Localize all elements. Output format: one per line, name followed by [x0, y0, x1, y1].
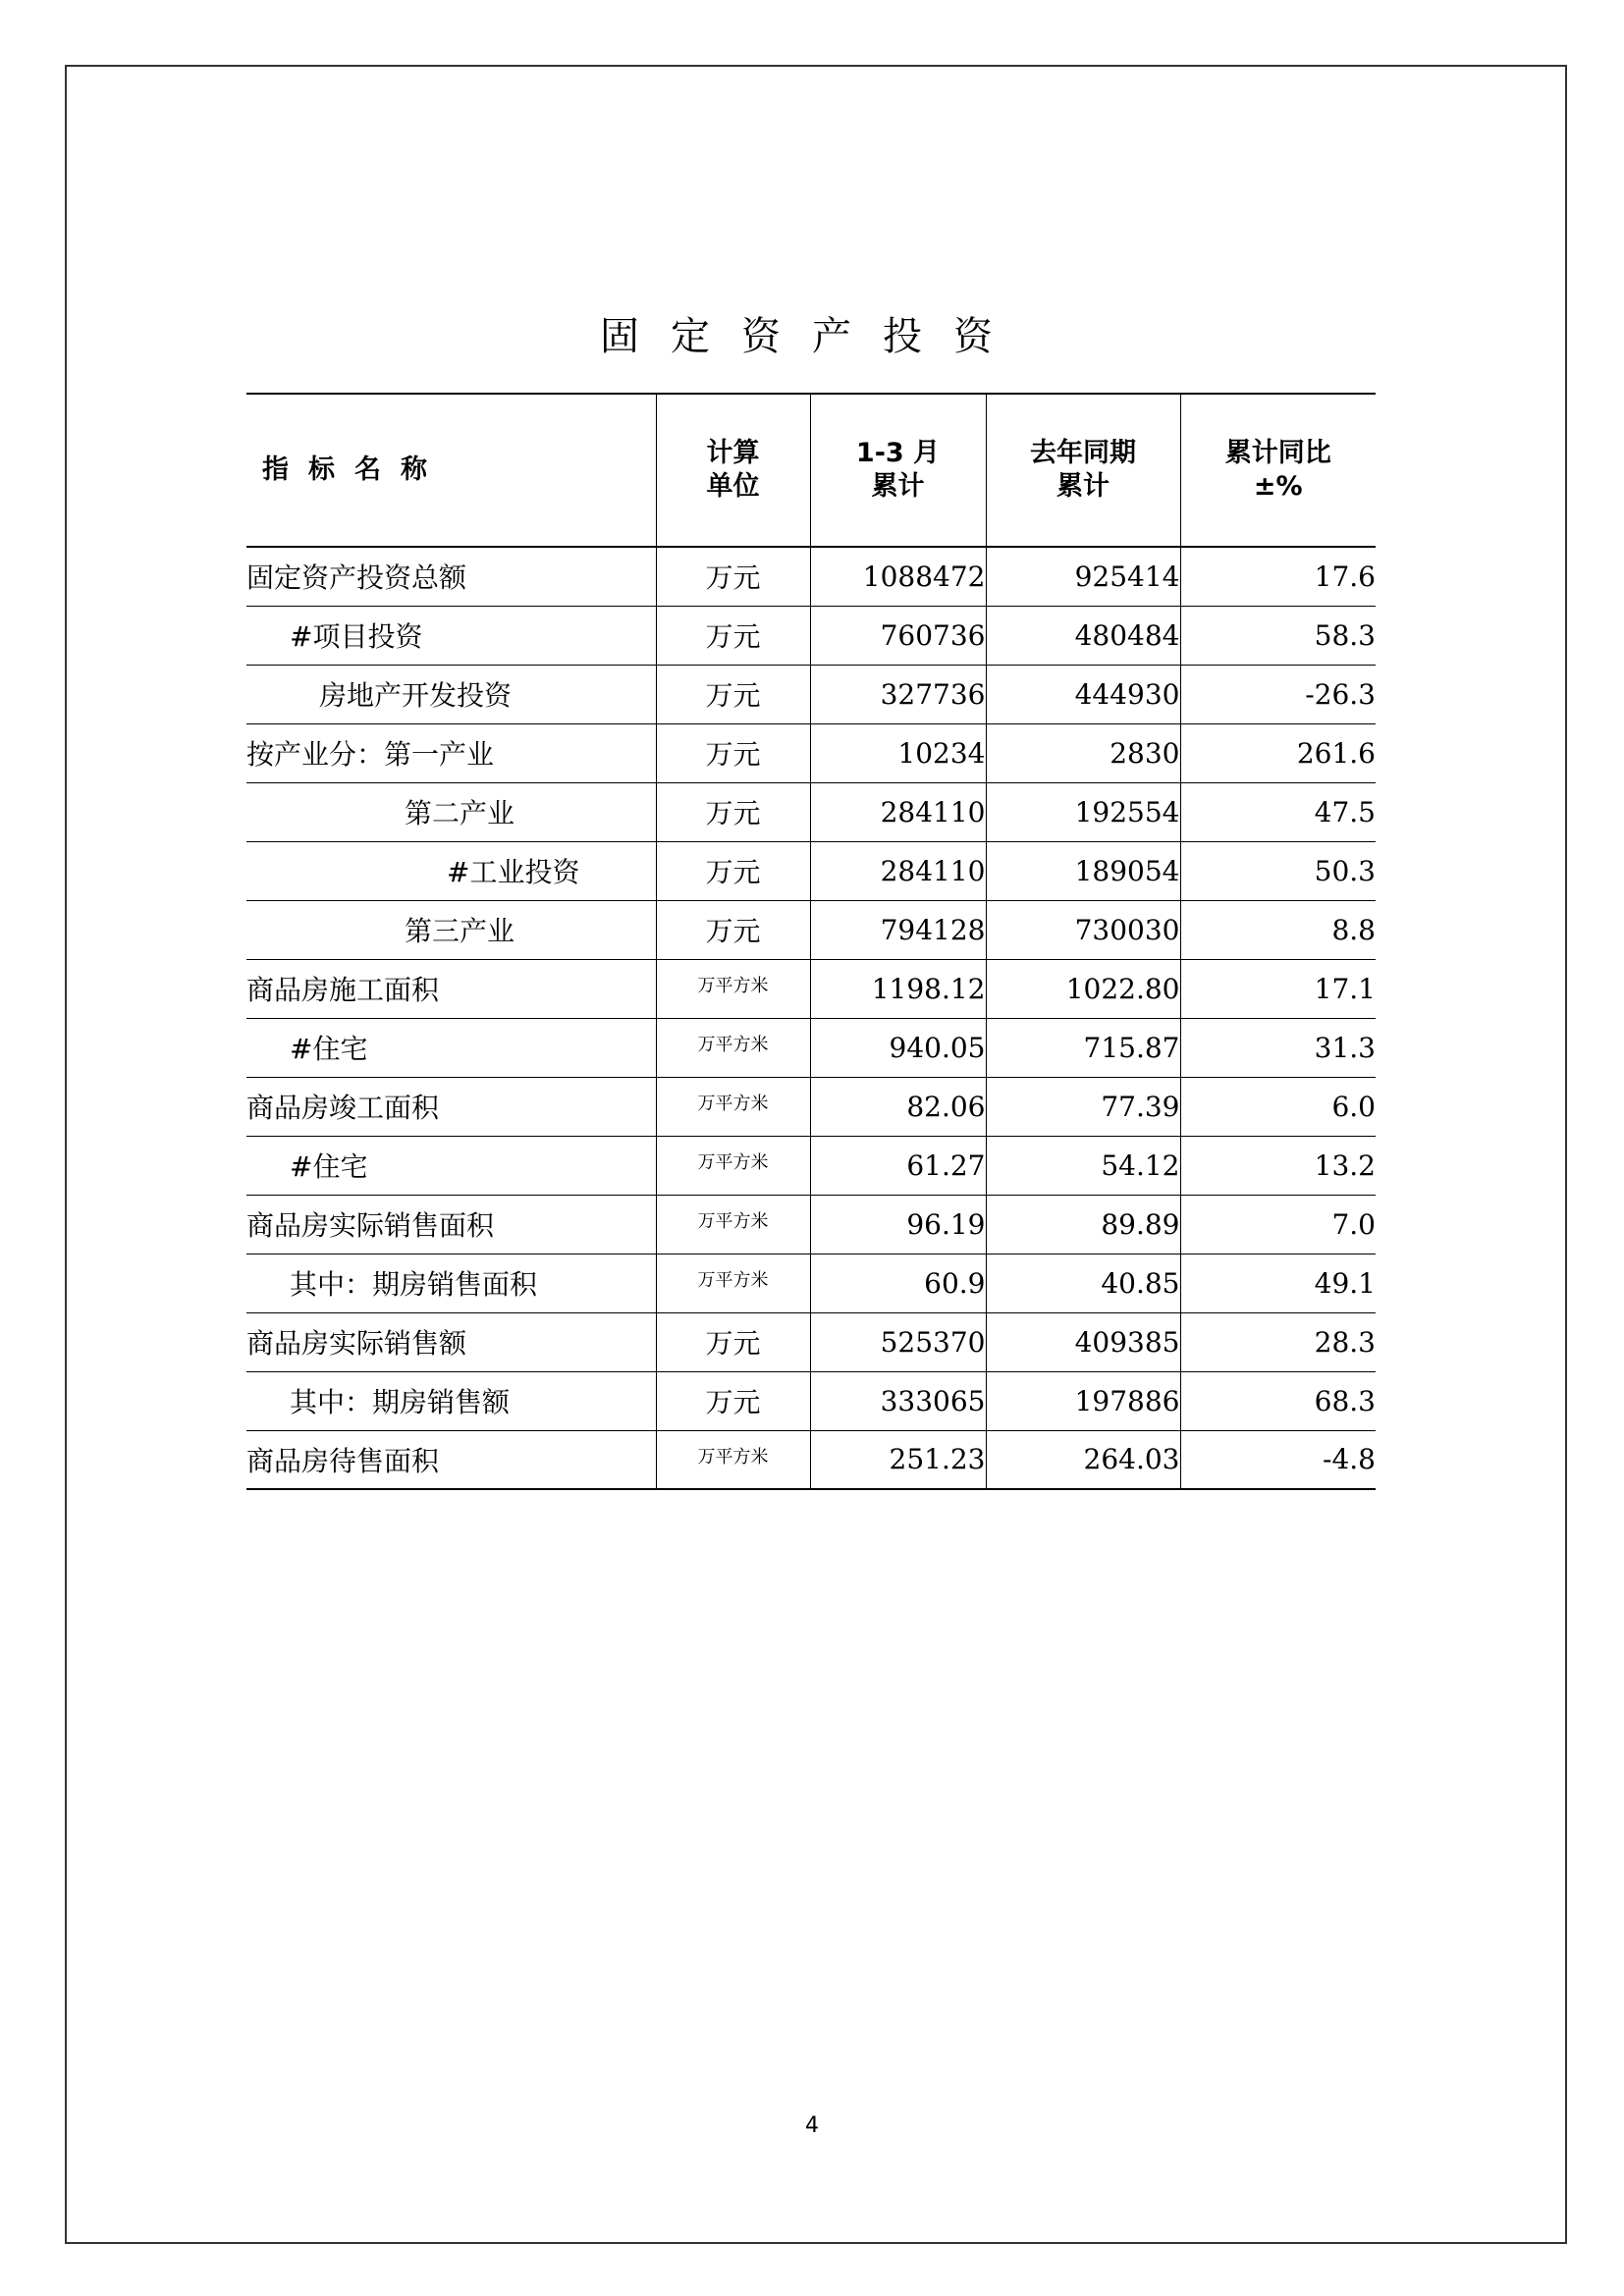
row-label: #工业投资 [447, 856, 580, 888]
table-row [246, 1312, 1376, 1371]
header-yoy [1180, 394, 1376, 547]
row-label: 第二产业 [405, 797, 515, 829]
table-row [246, 1430, 1376, 1489]
row-yoy: 49.1 [1180, 1254, 1376, 1312]
row-current: 61.27 [810, 1136, 986, 1195]
row-yoy: 13.2 [1180, 1136, 1376, 1195]
row-yoy: 17.6 [1180, 547, 1376, 606]
row-yoy: 6.0 [1180, 1077, 1376, 1136]
row-current: 284110 [810, 782, 986, 841]
row-previous: 2830 [986, 723, 1180, 782]
row-label: #住宅 [290, 1150, 368, 1183]
row-current: 327736 [810, 665, 986, 723]
table-row [246, 900, 1376, 959]
row-previous: 925414 [986, 547, 1180, 606]
row-current: 284110 [810, 841, 986, 900]
row-current: 794128 [810, 900, 986, 959]
row-current: 1088472 [810, 547, 986, 606]
header-indicator-name: 指标名称 [262, 454, 447, 485]
row-label: 商品房实际销售面积 [246, 1209, 495, 1242]
row-unit: 万元 [656, 900, 810, 959]
row-label: 第三产业 [405, 915, 515, 947]
page-number: 4 [805, 2113, 819, 2138]
row-label: 商品房待售面积 [246, 1444, 440, 1477]
table-row [246, 723, 1376, 782]
table-row [246, 1018, 1376, 1077]
row-yoy: 8.8 [1180, 900, 1376, 959]
table-row [246, 1254, 1376, 1312]
table-row [246, 841, 1376, 900]
row-label: 其中：期房销售额 [290, 1386, 511, 1418]
row-current: 1198.12 [810, 959, 986, 1018]
row-unit: 万元 [656, 782, 810, 841]
row-unit: 万平方米 [656, 1077, 810, 1136]
table-row [246, 1371, 1376, 1430]
statistics-table [246, 393, 1376, 1490]
row-label: #住宅 [290, 1033, 368, 1065]
row-previous: 730030 [986, 900, 1180, 959]
row-current: 760736 [810, 606, 986, 665]
header-unit-line2: 单位 [706, 471, 760, 502]
row-label: 商品房实际销售额 [246, 1327, 467, 1360]
row-previous: 89.89 [986, 1195, 1180, 1254]
row-previous: 192554 [986, 782, 1180, 841]
row-yoy: 50.3 [1180, 841, 1376, 900]
row-previous: 409385 [986, 1312, 1180, 1371]
header-current-line1: 1-3 月 [855, 438, 941, 468]
header-previous-line1: 去年同期 [1030, 438, 1136, 468]
row-unit: 万元 [656, 665, 810, 723]
header-unit [656, 394, 810, 547]
row-previous: 54.12 [986, 1136, 1180, 1195]
row-yoy: 7.0 [1180, 1195, 1376, 1254]
row-previous: 264.03 [986, 1430, 1180, 1489]
table-row [246, 547, 1376, 606]
row-unit: 万平方米 [656, 1430, 810, 1489]
row-unit: 万元 [656, 547, 810, 606]
row-yoy: 58.3 [1180, 606, 1376, 665]
table-row [246, 782, 1376, 841]
header-current-line2: 累计 [871, 471, 925, 502]
row-current: 525370 [810, 1312, 986, 1371]
row-current: 82.06 [810, 1077, 986, 1136]
row-previous: 189054 [986, 841, 1180, 900]
row-previous: 77.39 [986, 1077, 1180, 1136]
table-row [246, 1195, 1376, 1254]
row-yoy: 68.3 [1180, 1371, 1376, 1430]
row-label: 其中：期房销售面积 [290, 1268, 538, 1301]
row-yoy: 31.3 [1180, 1018, 1376, 1077]
header-unit-line1: 计算 [706, 438, 760, 468]
row-yoy: 17.1 [1180, 959, 1376, 1018]
row-label: 商品房竣工面积 [246, 1092, 440, 1124]
row-previous: 1022.80 [986, 959, 1180, 1018]
row-label: 房地产开发投资 [319, 679, 513, 712]
row-label: #项目投资 [290, 620, 423, 653]
row-current: 60.9 [810, 1254, 986, 1312]
row-yoy: -4.8 [1180, 1430, 1376, 1489]
row-previous: 444930 [986, 665, 1180, 723]
row-unit: 万元 [656, 1371, 810, 1430]
row-current: 940.05 [810, 1018, 986, 1077]
header-previous [986, 394, 1180, 547]
row-yoy: 261.6 [1180, 723, 1376, 782]
table-header-row [246, 394, 1376, 547]
row-previous: 715.87 [986, 1018, 1180, 1077]
row-yoy: 47.5 [1180, 782, 1376, 841]
row-label: 商品房施工面积 [246, 974, 440, 1006]
row-unit: 万平方米 [656, 1254, 810, 1312]
row-current: 251.23 [810, 1430, 986, 1489]
row-yoy: -26.3 [1180, 665, 1376, 723]
header-yoy-line1: 累计同比 [1224, 438, 1331, 468]
row-unit: 万元 [656, 723, 810, 782]
table-row [246, 606, 1376, 665]
row-unit: 万元 [656, 606, 810, 665]
row-current: 10234 [810, 723, 986, 782]
row-current: 333065 [810, 1371, 986, 1430]
row-yoy: 28.3 [1180, 1312, 1376, 1371]
page-title: 固定资产投资 [600, 314, 1024, 359]
row-label: 按产业分：第一产业 [246, 738, 495, 771]
row-unit: 万平方米 [656, 1018, 810, 1077]
table-row [246, 959, 1376, 1018]
header-previous-line2: 累计 [1056, 471, 1110, 502]
row-previous: 197886 [986, 1371, 1180, 1430]
row-unit: 万平方米 [656, 1136, 810, 1195]
row-label: 固定资产投资总额 [246, 561, 467, 595]
table-row [246, 665, 1376, 723]
row-previous: 480484 [986, 606, 1180, 665]
row-previous: 40.85 [986, 1254, 1180, 1312]
table-row [246, 1136, 1376, 1195]
row-current: 96.19 [810, 1195, 986, 1254]
header-current [810, 394, 986, 547]
row-unit: 万元 [656, 1312, 810, 1371]
header-yoy-line2: ±% [1253, 471, 1303, 502]
row-unit: 万元 [656, 841, 810, 900]
table-row [246, 1077, 1376, 1136]
row-unit: 万平方米 [656, 1195, 810, 1254]
row-unit: 万平方米 [656, 959, 810, 1018]
